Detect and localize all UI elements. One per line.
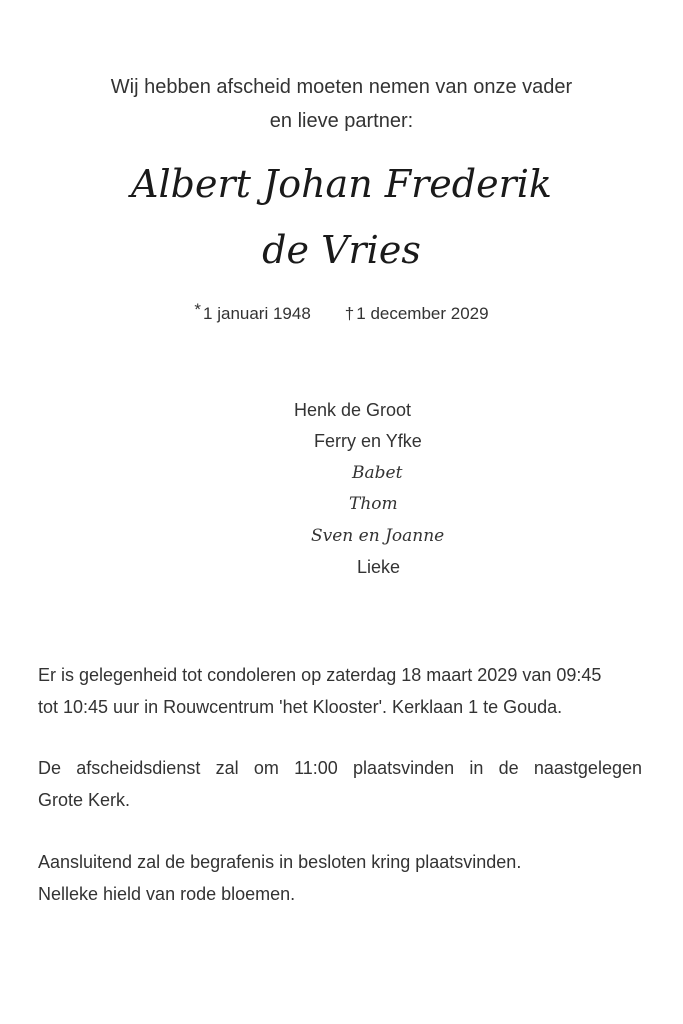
flowers-line: Nelleke hield van rode bloemen. [38, 883, 296, 904]
intro-line-2: en lieve partner: [269, 110, 414, 132]
intro-text [0, 70, 683, 138]
family-great-grandchild: Lieke [357, 557, 401, 577]
birth-date: 1 januari 1948 [203, 304, 311, 323]
family-partner: Henk de Groot [294, 400, 412, 420]
life-dates [0, 300, 683, 324]
deceased-name-line-2: de Vries [262, 228, 421, 272]
burial-line: Aansluitend zal de begrafenis in besloten kring plaatsvinden. [38, 852, 522, 872]
family-grandchild: Sven en Joanne [311, 526, 445, 546]
death-date: 1 december 2029 [356, 304, 489, 323]
deceased-name-line-1: Albert Johan Frederik [131, 162, 552, 206]
family-child-couple: Ferry en Yfke [314, 431, 422, 451]
service-line-2: Grote Kerk. [38, 789, 131, 810]
condolence-line-2: tot 10:45 uur in Rouwcentrum 'het Klooster'. Kerklaan 1 te Gouda. [38, 696, 563, 717]
birth-star-icon: * [194, 300, 202, 319]
service-line-1: De afscheidsdienst zal om 11:00 plaatsvinden in de naastgelegen [38, 758, 642, 778]
service-paragraph [38, 753, 642, 816]
family-grandchild: Thom [349, 494, 398, 514]
burial-paragraph [38, 847, 642, 910]
intro-line-1: Wij hebben afscheid moeten nemen van onze vader [110, 76, 573, 98]
family-grandchild: Babet [352, 463, 403, 483]
condolence-line-1: Er is gelegenheid tot condoleren op zaterdag 18 maart 2029 van 09:45 [38, 665, 602, 685]
death-cross-icon: † [344, 304, 355, 323]
condolence-paragraph [38, 660, 642, 723]
